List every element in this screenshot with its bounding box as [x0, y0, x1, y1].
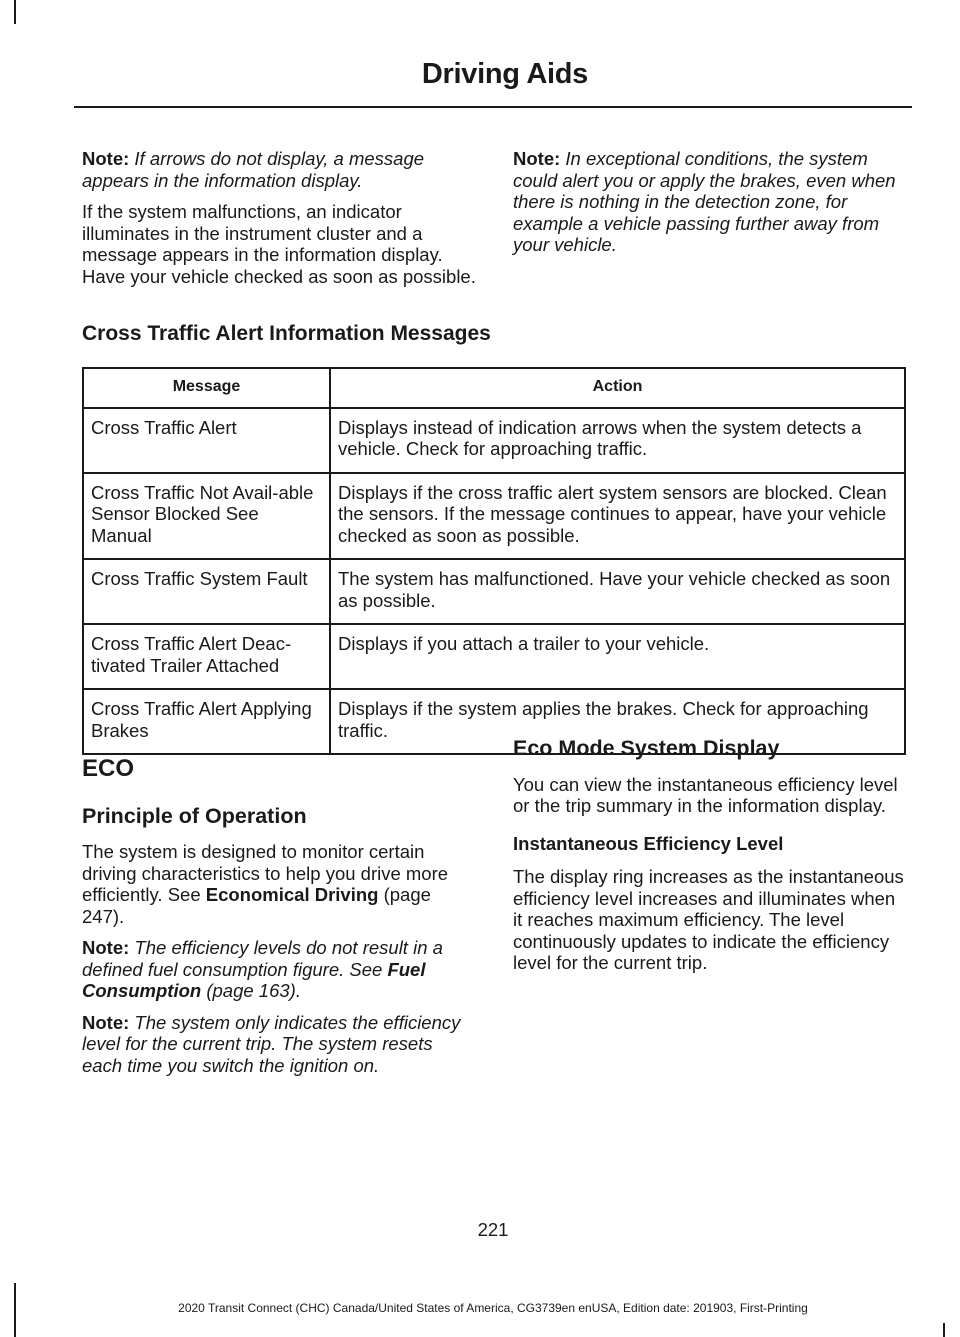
table-cell-message: Cross Traffic System Fault	[83, 559, 330, 624]
table-header-row	[83, 368, 905, 408]
edition-footer: 2020 Transit Connect (CHC) Canada/United States of America, CG3739en enUSA, Edition date: 201903, First-Printing	[178, 1301, 808, 1315]
eco-mode-heading: Eco Mode System Display	[513, 736, 780, 760]
eco-paragraph-text: The system is designed to monitor certain driving characteristics to help you drive more efficiently. See	[82, 841, 449, 905]
crop-mark-bottom-right	[943, 1323, 945, 1337]
table-cell-message: Cross Traffic Alert	[83, 408, 330, 473]
page-header-title: Driving Aids	[421, 58, 588, 90]
eco-mode-paragraph: You can view the instantaneous efficiency level or the trip summary in the information display.	[513, 773, 898, 816]
note-text: If arrows do not display, a message appears in the information display.	[82, 148, 425, 191]
note-label: Note:	[82, 1011, 130, 1033]
table-header-action: Action	[330, 368, 905, 408]
note-label: Note:	[82, 148, 130, 169]
table-header-message: Message	[83, 368, 330, 408]
link-fuel-consumption[interactable]: Fuel Consumption	[82, 958, 426, 1001]
note-efficiency-levels	[82, 937, 477, 1002]
note-label: Note:	[82, 937, 130, 958]
link-economical-driving[interactable]: Economical Driving	[205, 884, 379, 905]
eco-paragraph-page: (page 247).	[82, 884, 431, 927]
page-number: 221	[477, 1219, 509, 1240]
eco-heading: ECO	[82, 755, 135, 782]
messages-table	[82, 367, 906, 755]
principle-heading: Principle of Operation	[82, 803, 307, 828]
note-exceptional	[513, 148, 908, 256]
eco-column	[82, 755, 477, 1086]
note-text: The system only indicates the efficiency level for the current trip. The system resets each time you switch the ignition on.	[82, 1011, 461, 1076]
table-cell-message: Cross Traffic Alert Deac-tivated Trailer Attached	[83, 624, 330, 689]
table-cell-message: Cross Traffic Alert Applying Brakes	[83, 689, 330, 754]
table-cell-action: Displays if you attach a trailer to your vehicle.	[330, 624, 905, 689]
table-cell-message: Cross Traffic Not Avail-able Sensor Blocked See Manual	[83, 473, 330, 560]
eco-paragraph	[82, 841, 477, 927]
eco-mode-column	[513, 738, 908, 984]
note-current-trip	[82, 1012, 477, 1077]
table-row	[83, 408, 905, 473]
table-cell-action: The system has malfunctioned. Have your vehicle checked as soon as possible.	[330, 559, 905, 624]
note-label: Note:	[513, 148, 561, 169]
header-rule	[74, 106, 912, 108]
table-cell-action: Displays if the system applies the brakes. Check for approaching traffic.	[330, 689, 905, 754]
top-left-column	[82, 148, 477, 297]
note-arrows	[82, 148, 477, 191]
table-row	[83, 473, 905, 560]
section-title-cross-traffic: Cross Traffic Alert Information Messages	[82, 322, 491, 345]
table-row	[83, 559, 905, 624]
crop-mark-top-left	[14, 0, 16, 24]
instantaneous-heading: Instantaneous Efficiency Level	[513, 832, 784, 854]
note-text: The efficiency levels do not result in a defined fuel consumption figure. See	[82, 937, 443, 980]
top-right-column	[513, 148, 908, 266]
note-text: In exceptional conditions, the system could alert you or apply the brakes, even when there is nothing in the detection zone, for example a vehicle passing further away from your vehicle.	[513, 148, 896, 255]
malfunction-paragraph: If the system malfunctions, an indicator illuminates in the instrument cluster and a message appears in the information display. Have your vehicle checked as soon as possible.	[82, 201, 476, 287]
instantaneous-paragraph: The display ring increases as the instantaneous efficiency level increases and illuminates when it reaches maximum efficiency. The level continuously updates to indicate the efficiency level for the current trip.	[513, 866, 904, 973]
note-page: (page 163).	[201, 980, 301, 1001]
table-cell-action: Displays instead of indication arrows when the system detects a vehicle. Check for approaching traffic.	[330, 408, 905, 473]
table-cell-action: Displays if the cross traffic alert system sensors are blocked. Clean the sensors. If the message continues to appear, have your vehicle checked as soon as possible.	[330, 473, 905, 560]
table-row	[83, 624, 905, 689]
